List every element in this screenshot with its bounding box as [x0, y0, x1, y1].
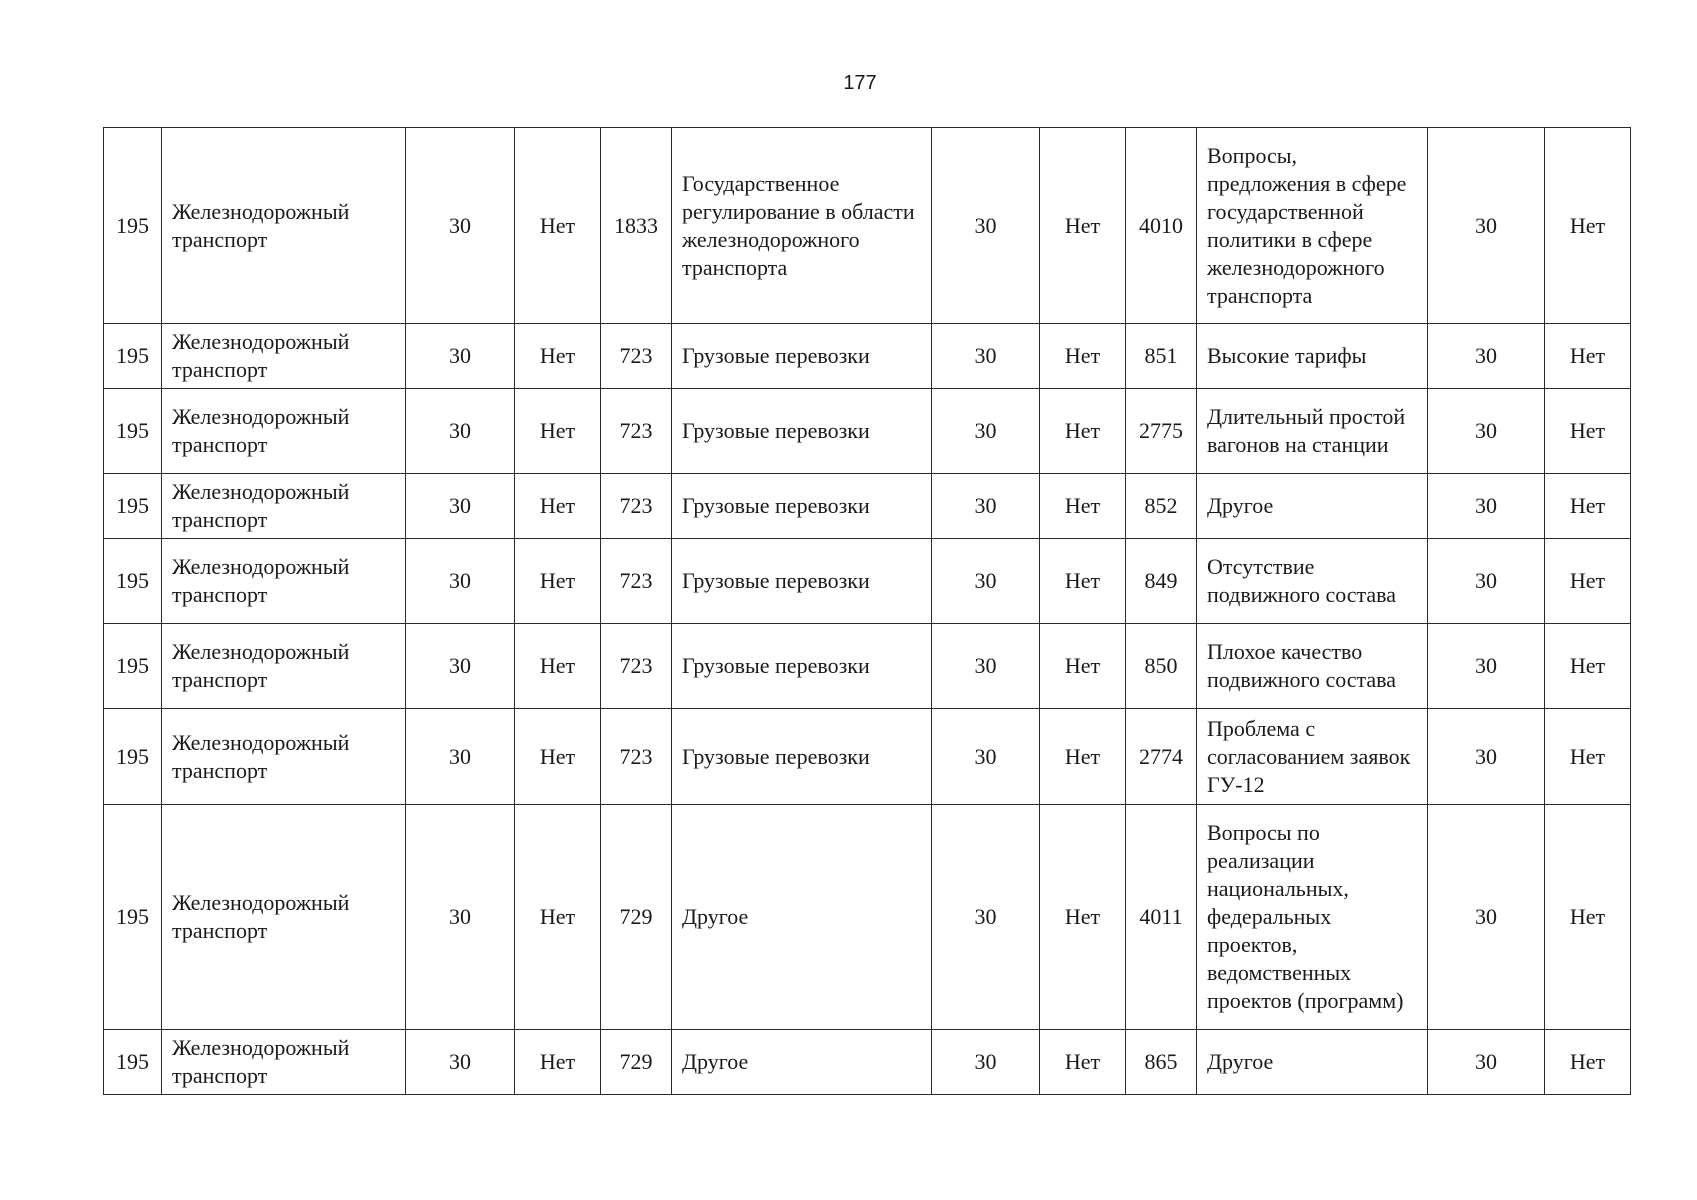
table-cell: Грузовые перевозки: [672, 539, 932, 624]
table-cell: Другое: [672, 1030, 932, 1095]
table-cell: 723: [601, 474, 672, 539]
table-cell: 30: [932, 389, 1040, 474]
table-cell: 851: [1126, 324, 1197, 389]
table-row: [104, 624, 1631, 709]
table-cell: 723: [601, 539, 672, 624]
table-cell: Нет: [1545, 1030, 1631, 1095]
table-cell: Нет: [1545, 624, 1631, 709]
table-cell: Нет: [1545, 474, 1631, 539]
table-row: [104, 1030, 1631, 1095]
table-cell: Нет: [515, 128, 601, 324]
table-cell: 195: [104, 624, 162, 709]
table-cell: Нет: [515, 624, 601, 709]
table-cell: Железнодорожный транспорт: [162, 624, 406, 709]
table-cell: Проблема с согласованием заявок ГУ-12: [1197, 709, 1428, 805]
table-cell: Железнодорожный транспорт: [162, 709, 406, 805]
table-cell: Государственное регулирование в области железнодорожного транспорта: [672, 128, 932, 324]
table-cell: 850: [1126, 624, 1197, 709]
table-cell: Нет: [515, 389, 601, 474]
table-cell: Железнодорожный транспорт: [162, 805, 406, 1030]
table-cell: Грузовые перевозки: [672, 389, 932, 474]
table-row: [104, 709, 1631, 805]
table-cell: Нет: [1040, 805, 1126, 1030]
table-cell: Нет: [1545, 324, 1631, 389]
table-cell: 30: [1428, 805, 1545, 1030]
table-row: [104, 324, 1631, 389]
table-cell: Грузовые перевозки: [672, 709, 932, 805]
table-cell: Другое: [672, 805, 932, 1030]
table-cell: 30: [406, 389, 515, 474]
table-cell: Грузовые перевозки: [672, 324, 932, 389]
table-cell: 30: [932, 474, 1040, 539]
table-cell: Нет: [515, 805, 601, 1030]
table-row: [104, 474, 1631, 539]
table-cell: Железнодорожный транспорт: [162, 128, 406, 324]
table-cell: Нет: [1040, 128, 1126, 324]
table-cell: 30: [1428, 389, 1545, 474]
table-cell: 723: [601, 324, 672, 389]
table-row: [104, 805, 1631, 1030]
table-cell: 195: [104, 709, 162, 805]
table-cell: Железнодорожный транспорт: [162, 474, 406, 539]
table-cell: 2775: [1126, 389, 1197, 474]
table-cell: Нет: [1040, 1030, 1126, 1095]
table-cell: 852: [1126, 474, 1197, 539]
table-cell: 30: [932, 324, 1040, 389]
table-cell: Высокие тарифы: [1197, 324, 1428, 389]
table-cell: Железнодорожный транспорт: [162, 324, 406, 389]
table-cell: 30: [1428, 709, 1545, 805]
table-cell: 195: [104, 805, 162, 1030]
table-cell: Нет: [515, 324, 601, 389]
table-cell: Плохое качество подвижного состава: [1197, 624, 1428, 709]
table-row: [104, 389, 1631, 474]
table-cell: Нет: [1545, 539, 1631, 624]
table-cell: 30: [406, 539, 515, 624]
table-cell: 30: [406, 474, 515, 539]
table-cell: Вопросы по реализации национальных, федеральных проектов, ведомственных проектов (программ): [1197, 805, 1428, 1030]
table-cell: Нет: [1040, 389, 1126, 474]
table-cell: 195: [104, 1030, 162, 1095]
table-cell: Нет: [1040, 324, 1126, 389]
table-cell: 30: [1428, 474, 1545, 539]
table-cell: Отсутствие подвижного состава: [1197, 539, 1428, 624]
table-cell: Железнодорожный транспорт: [162, 389, 406, 474]
table-cell: 30: [1428, 539, 1545, 624]
table-cell: Железнодорожный транспорт: [162, 1030, 406, 1095]
table-cell: 195: [104, 539, 162, 624]
table-cell: 30: [1428, 128, 1545, 324]
table-cell: 723: [601, 709, 672, 805]
table-cell: 729: [601, 805, 672, 1030]
table-cell: Железнодорожный транспорт: [162, 539, 406, 624]
table-cell: Нет: [1545, 805, 1631, 1030]
table-row: [104, 539, 1631, 624]
table-cell: Грузовые перевозки: [672, 624, 932, 709]
table-cell: 30: [406, 709, 515, 805]
table-cell: 30: [932, 805, 1040, 1030]
table-cell: Нет: [1545, 128, 1631, 324]
table-cell: Нет: [1040, 539, 1126, 624]
table-cell: 30: [406, 324, 515, 389]
table-row: [104, 128, 1631, 324]
table-cell: 30: [932, 624, 1040, 709]
table-cell: Нет: [1545, 389, 1631, 474]
page-number: 177: [843, 72, 877, 94]
table-cell: Нет: [1040, 474, 1126, 539]
table-cell: Грузовые перевозки: [672, 474, 932, 539]
table-cell: Нет: [515, 709, 601, 805]
table-cell: 195: [104, 389, 162, 474]
table-cell: 30: [1428, 624, 1545, 709]
table-cell: 723: [601, 389, 672, 474]
table-cell: 1833: [601, 128, 672, 324]
data-table: [103, 127, 1631, 1095]
table-cell: Нет: [1040, 709, 1126, 805]
table-cell: Нет: [515, 1030, 601, 1095]
table-cell: 30: [406, 128, 515, 324]
table-cell: 195: [104, 324, 162, 389]
table-cell: 729: [601, 1030, 672, 1095]
table-cell: 30: [932, 709, 1040, 805]
table-cell: 2774: [1126, 709, 1197, 805]
table-cell: 4011: [1126, 805, 1197, 1030]
table-cell: 30: [932, 539, 1040, 624]
table-cell: 195: [104, 474, 162, 539]
table-cell: 30: [1428, 324, 1545, 389]
table-cell: Нет: [1040, 624, 1126, 709]
table-cell: 195: [104, 128, 162, 324]
table-cell: Длительный простой вагонов на станции: [1197, 389, 1428, 474]
table-cell: 723: [601, 624, 672, 709]
table-cell: 30: [406, 805, 515, 1030]
table-cell: 30: [1428, 1030, 1545, 1095]
table-cell: 30: [932, 1030, 1040, 1095]
table-cell: 865: [1126, 1030, 1197, 1095]
table-cell: Вопросы, предложения в сфере государственной политики в сфере железнодорожного транспорта: [1197, 128, 1428, 324]
table-cell: Нет: [515, 539, 601, 624]
table-cell: 30: [932, 128, 1040, 324]
table-cell: 30: [406, 1030, 515, 1095]
table-cell: 4010: [1126, 128, 1197, 324]
table-cell: Другое: [1197, 1030, 1428, 1095]
table-cell: Нет: [1545, 709, 1631, 805]
table-cell: 849: [1126, 539, 1197, 624]
table-cell: Другое: [1197, 474, 1428, 539]
table-cell: Нет: [515, 474, 601, 539]
table-cell: 30: [406, 624, 515, 709]
